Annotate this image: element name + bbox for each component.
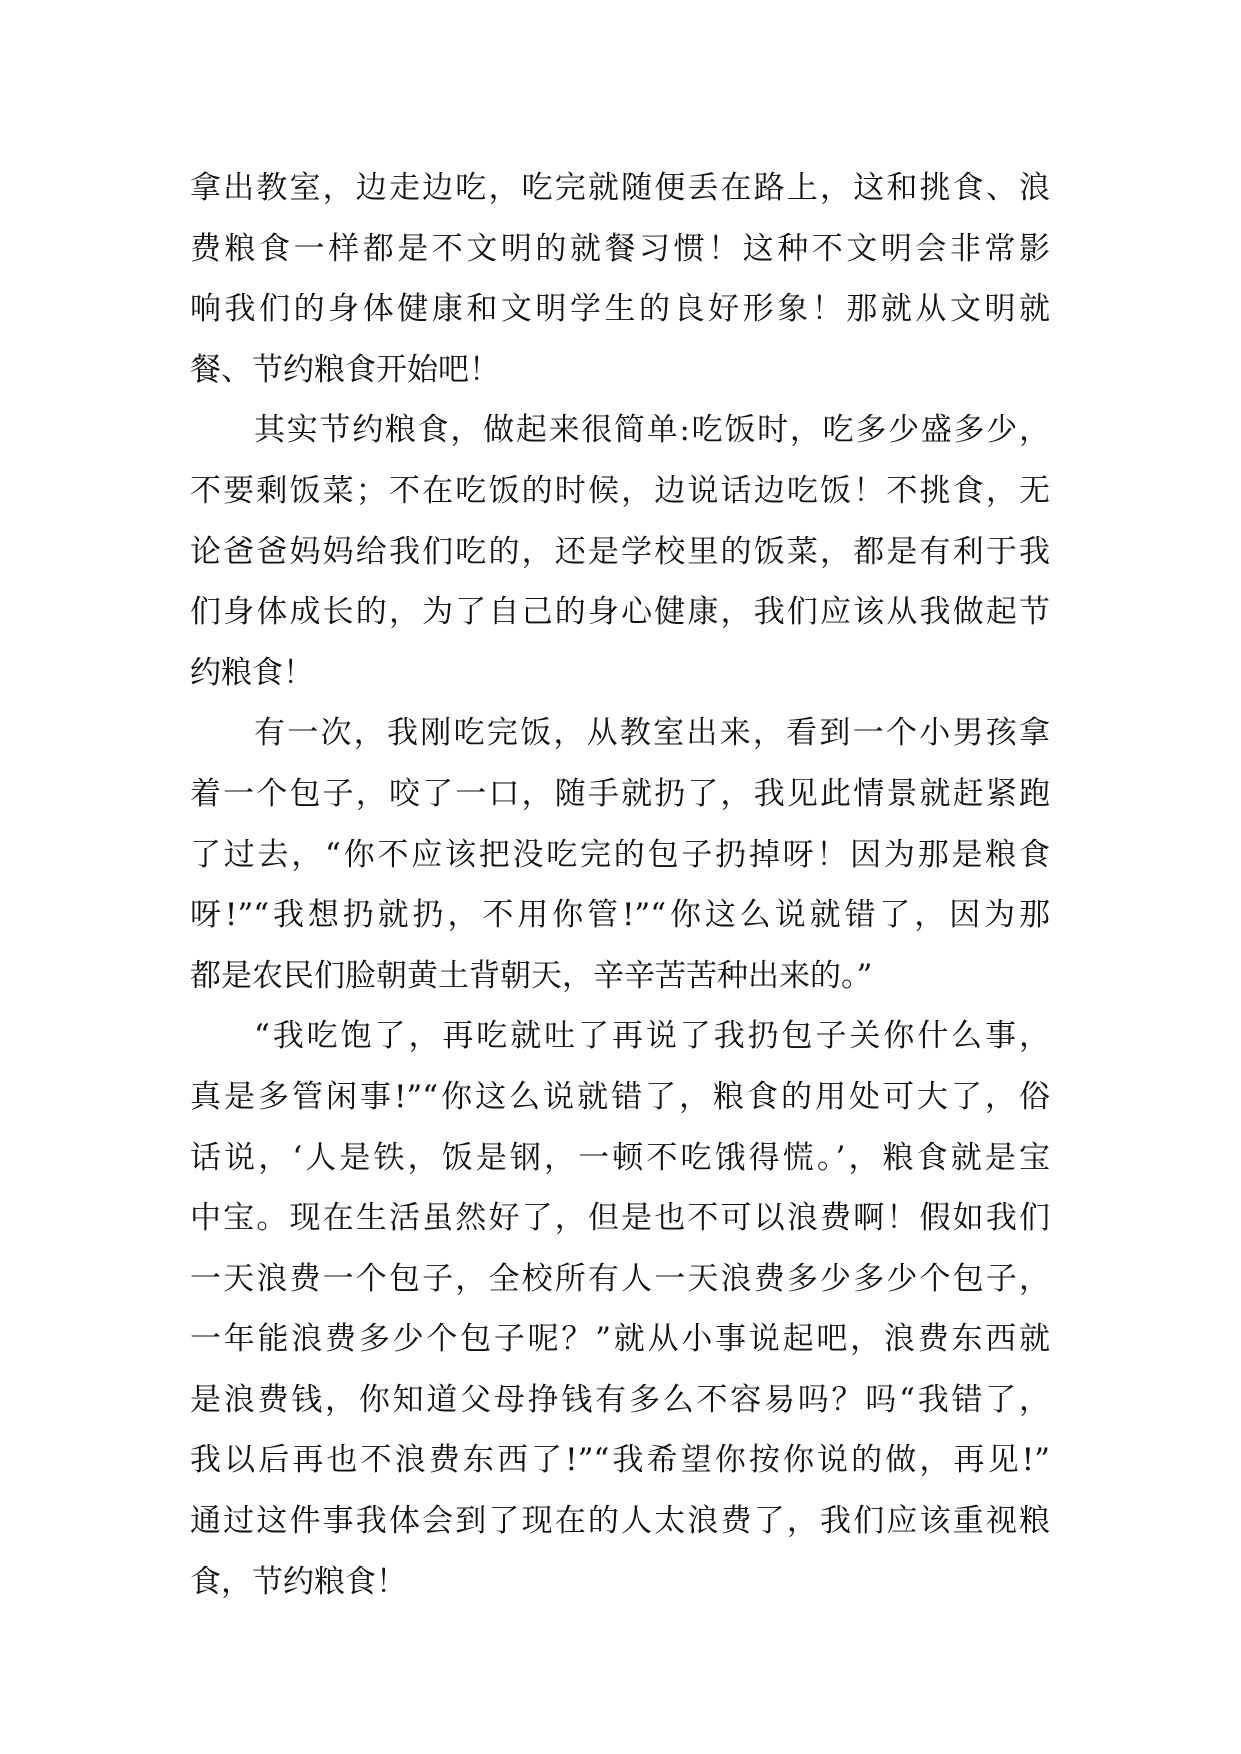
text-line: 论爸爸妈妈给我们吃的，还是学校里的饭菜，都是有利于我 <box>190 533 1050 570</box>
paragraph-2 <box>190 400 1050 703</box>
paragraph-3 <box>190 703 1050 1006</box>
text-line: “我吃饱了，再吃就吐了再说了我扔包子关你什么事， <box>254 1018 1050 1055</box>
text-line: 餐、节约粮食开始吧！ <box>190 351 500 388</box>
text-line: 真是多管闲事!”“你这么说就错了，粮食的用处可大了，俗 <box>190 1078 1050 1115</box>
text-line: 费粮食一样都是不文明的就餐习惯！这种不文明会非常影 <box>190 230 1050 267</box>
text-line: 其实节约粮食，做起来很简单:吃饭时，吃多少盛多少， <box>254 412 1050 449</box>
text-line: 一年能浪费多少个包子呢？”就从小事说起吧，浪费东西就 <box>190 1321 1050 1358</box>
text-line: 中宝。现在生活虽然好了，但是也不可以浪费啊！假如我们 <box>190 1200 1050 1237</box>
text-line: 通过这件事我体会到了现在的人太浪费了，我们应该重视粮 <box>190 1503 1050 1540</box>
text-line: 话说，‘人是铁，饭是钢，一顿不吃饿得慌。’，粮食就是宝 <box>190 1139 1050 1176</box>
text-line: 们身体成长的，为了自己的身心健康，我们应该从我做起节 <box>190 594 1050 631</box>
text-line: 着一个包子，咬了一口，随手就扔了，我见此情景就赶紧跑 <box>190 775 1050 812</box>
text-line: 食，节约粮食！ <box>190 1563 407 1600</box>
text-line: 响我们的身体健康和文明学生的良好形象！那就从文明就 <box>190 291 1050 328</box>
text-line: 是浪费钱，你知道父母挣钱有多么不容易吗？吗“我错了， <box>190 1381 1050 1418</box>
document-body <box>190 158 1050 1612</box>
text-line: 都是农民们脸朝黄土背朝天，辛辛苦苦种出来的。” <box>190 957 873 994</box>
text-line: 约粮食！ <box>190 654 314 691</box>
paragraph-4 <box>190 1006 1050 1612</box>
text-line: 不要剩饭菜；不在吃饭的时候，边说话边吃饭！不挑食，无 <box>190 472 1050 509</box>
text-line: 我以后再也不浪费东西了!”“我希望你按你说的做，再见!” <box>190 1442 1050 1479</box>
text-line: 有一次，我刚吃完饭，从教室出来，看到一个小男孩拿 <box>254 715 1050 752</box>
text-line: 一天浪费一个包子，全校所有人一天浪费多少多少个包子， <box>190 1260 1050 1297</box>
paragraph-1 <box>190 158 1050 400</box>
text-line: 拿出教室，边走边吃，吃完就随便丢在路上，这和挑食、浪 <box>190 170 1050 206</box>
text-line: 了过去，“你不应该把没吃完的包子扔掉呀！因为那是粮食 <box>190 836 1050 873</box>
text-line: 呀!”“我想扔就扔，不用你管!”“你这么说就错了，因为那 <box>190 897 1050 934</box>
